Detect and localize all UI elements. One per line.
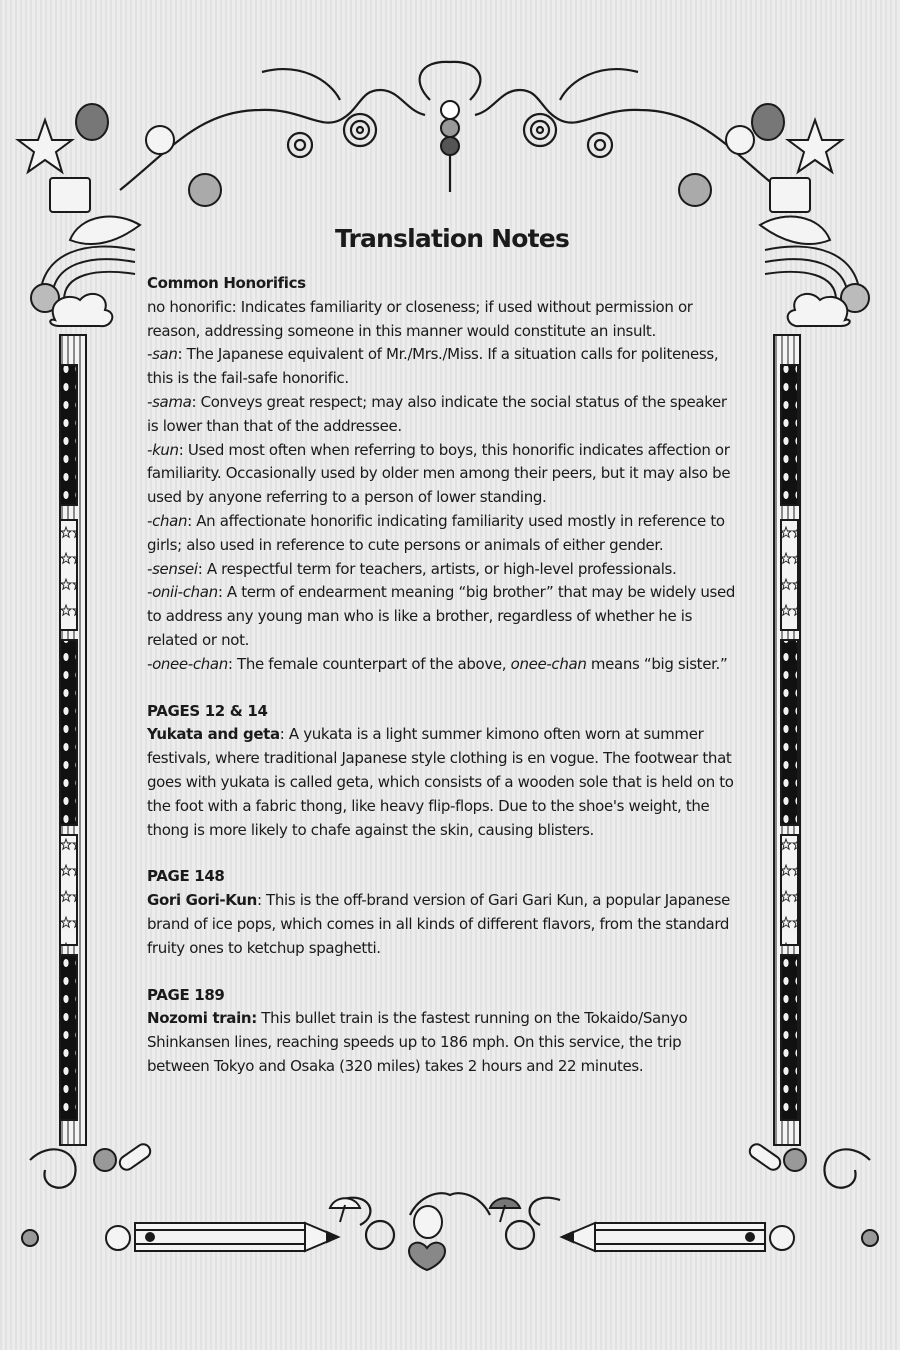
honorific-entry [147, 510, 737, 558]
page-title: Translation Notes [334, 224, 570, 253]
honorific-term: -sama [147, 392, 192, 411]
note-term: Gori Gori-Kun [147, 891, 257, 910]
note-body [147, 889, 737, 960]
honorific-term: -sensei [147, 559, 198, 578]
note-text: This bullet train is the fastest running on the Tokaido/Sanyo Shinkansen lines, reaching speeds up to 186 mph. On this service, the trip between Tokyo and Osaka (320 miles) takes 2 hours and 22 minutes. [147, 1009, 688, 1075]
pencil-right [562, 1223, 765, 1251]
honorific-entry [147, 653, 737, 677]
honorific-term: -kun [147, 440, 179, 459]
honorifics-heading: Common Honorifics [147, 274, 306, 292]
honorific-term: -onii-chan [147, 583, 218, 602]
note-text: : A yukata is a light summer kimono often worn at summer festivals, where traditional Japanese style clothing is en vogue. The footwear that goes with yukata is called geta, which consists of a wooden sole that is held on to the foot with a fabric thong, like heavy flip-flops. Due to the shoe's weight, the thong is more likely to chafe against the skin, causing blisters. [147, 725, 734, 839]
honorific-definition: : An affectionate honorific indicating familiarity used mostly in reference to girls; also used in reference to cute persons or animals of either gender. [147, 511, 725, 554]
honorific-entry [147, 296, 737, 344]
left-pillar [60, 335, 86, 1145]
note-section-page-148 [147, 865, 737, 960]
honorific-definition: : A term of endearment meaning “big brother” that may be widely used to address any young man who is like a brother, regardless of whether he is related or not. [147, 583, 736, 649]
note-body [147, 723, 737, 842]
honorific-definition: : The female counterpart of the above, [227, 654, 511, 673]
note-term: Nozomi train: [147, 1009, 257, 1028]
dango-skewer-decoration [441, 101, 459, 155]
honorifics-section [147, 272, 737, 677]
honorific-entry [147, 439, 737, 510]
honorific-entry [147, 558, 737, 582]
translation-notes-content [147, 222, 737, 1102]
honorific-definition: : The Japanese equivalent of Mr./Mrs./Miss. If a situation calls for politeness, this is the fail-safe honorific. [147, 345, 719, 388]
honorific-definition: : A respectful term for teachers, artists, or high-level professionals. [197, 559, 677, 578]
honorific-entry [147, 343, 737, 391]
honorific-definition: : Indicates familiarity or closeness; if used without permission or reason, addressing someone in this manner would constitute an insult. [147, 297, 693, 340]
note-page-heading: PAGES 12 & 14 [147, 701, 268, 720]
note-section-pages-12-14 [147, 700, 737, 843]
right-pillar [774, 335, 800, 1145]
pencil-left [135, 1223, 338, 1251]
honorific-term: -onee-chan [147, 654, 228, 673]
honorific-term: no honorific [147, 297, 232, 316]
note-text: : This is the off-brand version of Gari Gari Kun, a popular Japanese brand of ice pops, which comes in all kinds of different flavors, from the standard fruity ones to ketchup spaghetti. [147, 891, 731, 957]
honorific-definition-end: means “big sister.” [586, 654, 728, 673]
note-page-heading: PAGE 148 [147, 867, 225, 886]
honorific-entry [147, 581, 737, 652]
honorific-term: -chan [147, 511, 188, 530]
note-body [147, 1007, 737, 1078]
honorific-term: -san [147, 345, 178, 364]
honorific-entry [147, 391, 737, 439]
note-term: Yukata and geta [147, 725, 280, 744]
honorific-inline-term: onee-chan [510, 654, 587, 673]
note-page-heading: PAGE 189 [147, 985, 225, 1004]
note-section-page-189 [147, 984, 737, 1079]
honorific-definition: : Conveys great respect; may also indicate the social status of the speaker is lower than that of the addressee. [147, 392, 727, 435]
honorific-definition: : Used most often when referring to boys, this honorific indicates affection or familiarity. Occasionally used by older men among their peers, but it may also be used by anyone referring to a person of lower standing. [147, 440, 731, 507]
